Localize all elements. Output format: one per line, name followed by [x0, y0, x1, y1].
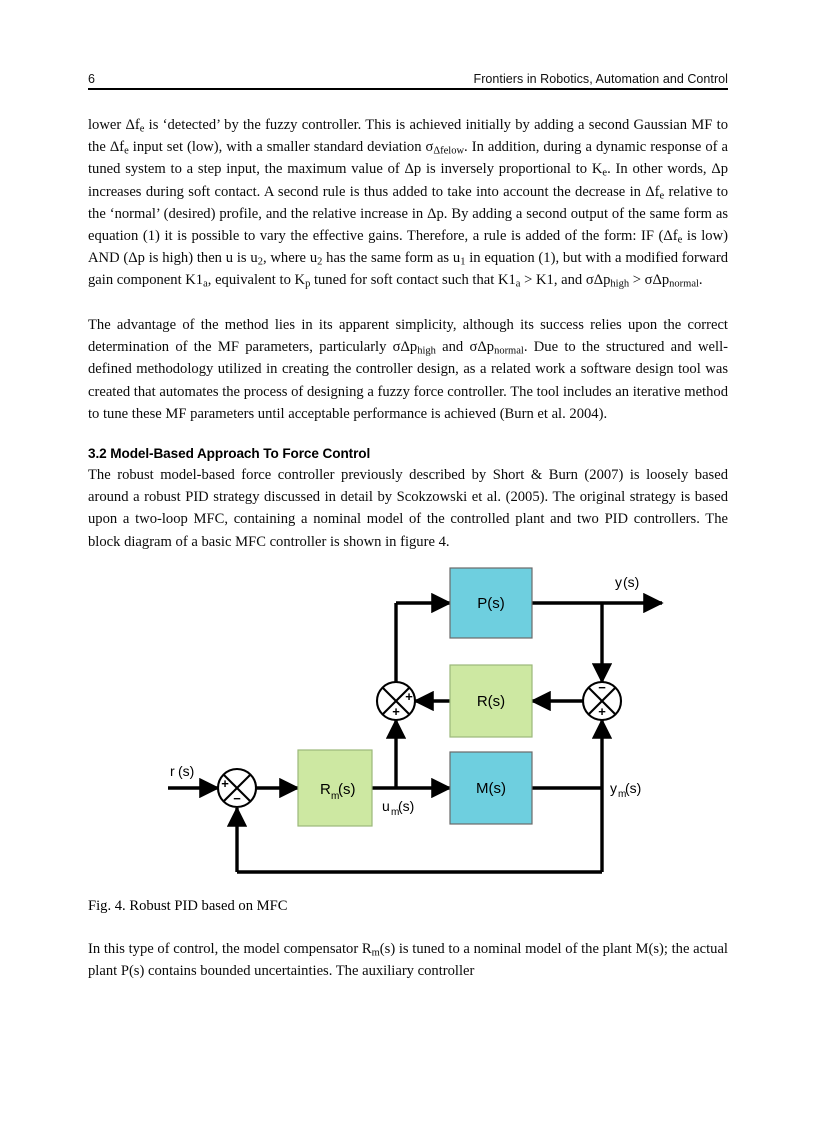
book-title: Frontiers in Robotics, Automation and Control [473, 72, 728, 86]
signal-label-ym-tail: (s) [625, 780, 642, 796]
running-head [88, 62, 728, 86]
signal-label-ym [610, 780, 641, 800]
figure-block-diagram [150, 560, 680, 890]
summing-junction-right[interactable] [583, 680, 621, 720]
signal-label-r-main: r [170, 763, 175, 779]
header-divider [88, 88, 728, 90]
paragraph-3: The robust model-based force controller previously described by Short & Burn (2007) is loosely based around a robust PID strategy discussed in detail by Scokzowski et al. (2005). The original strategy is based upon a two-loop MFC, containing a nominal model of the controlled plant and two PID controllers. The block diagram of a basic MFC controller is shown in figure 4. [88, 467, 728, 550]
summing-junction-right-sign-y: − [598, 680, 606, 695]
section-heading: 3.2 Model-Based Approach To Force Control [88, 446, 371, 461]
signal-label-um [382, 798, 414, 818]
block-model-compensator-label-sub: m [331, 791, 340, 802]
diagram-wires [168, 603, 662, 872]
signal-label-r [170, 763, 194, 779]
paragraph-1: lower $\Delta f_e$ is ‘detected’ by the fuzzy controller. This is achieved initially by adding a second Gaussian MF to the $\Delta f_e$ input set (low), with a smaller standard deviation $\sigma_{\Delta felow}$. In addition, during a dynamic response of a tuned system to a step input, the maximum value of Δp is inversely proportional to $K_e$. In other words, Δp increases during soft contact. A second rule is thus added to take into account the decrease in $\Delta f_e$ relative to the ‘normal’ (desired) profile, and the relative increase in Δp. By adding a second output of the same form as equation (1) it is possible to vary the effective gains. Therefore, a rule is added of the form: IF ($\Delta f_e$ is low) AND (Δp is high) then u is $u_2$, where $u_2$ has the same form as $u_1$ in equation (1), but with a modified forward gain component $K1_a$, equivalent to $K_p$ tuned for soft contact such that $K1_a > K1$, and σΔp$_{high}$ > σΔp$_{normal}$. [88, 117, 729, 290]
signal-label-y [615, 574, 639, 590]
block-model-compensator-label-tail: (s) [338, 781, 356, 798]
block-plant-label: P(s) [477, 595, 505, 612]
summing-junction-left-sign-feedback: − [233, 791, 241, 806]
page-number: 6 [88, 72, 96, 86]
block-model-compensator[interactable] [298, 750, 372, 826]
figure-caption: Fig. 4. Robust PID based on MFC [88, 898, 288, 914]
signal-label-ym-main: y [610, 780, 617, 796]
paragraph-2: The advantage of the method lies in its apparent simplicity, although its success relies upon the correct determination of the MF parameters, particularly σΔp$_{high}$ and σΔp$_{normal}$. Due to the structured and well-defined methodology utilized in creating the controller design, as a related work a software design tool was created that automates the process of designing a fuzzy force controller. The tool includes an iterative method to tune these MF parameters until acceptable performance is achieved (Burn et al. 2004). [88, 317, 728, 422]
block-auxiliary-controller[interactable] [450, 665, 532, 737]
summing-junction-right-sign-ym: + [598, 704, 606, 719]
summing-junction-middle-sign-r: + [405, 689, 413, 704]
signal-label-ym-sub: m [618, 789, 627, 800]
signal-label-um-sub: m [391, 807, 400, 818]
block-model-label: M(s) [476, 780, 506, 797]
block-model[interactable] [450, 752, 532, 824]
signal-label-r-tail: (s) [178, 763, 195, 779]
summing-junction-middle[interactable] [377, 682, 415, 720]
block-auxiliary-controller-label: R(s) [476, 693, 506, 710]
signal-label-um-main: u [382, 798, 390, 814]
signal-label-um-tail: (s) [398, 798, 415, 814]
block-model-compensator-label-main: R [320, 781, 331, 798]
signal-label-y-tail: (s) [623, 574, 640, 590]
summing-junction-left[interactable] [218, 769, 256, 807]
paragraph-4: In this type of control, the model compensator $R_m(s)$ is tuned to a nominal model of the plant M(s); the actual plant P(s) contains bounded uncertainties. The auxiliary controller [88, 941, 728, 980]
block-plant[interactable] [450, 568, 532, 638]
signal-label-y-main: y [615, 574, 622, 590]
summing-junction-left-sign-in: + [221, 776, 229, 791]
summing-junction-middle-sign-um: + [392, 704, 400, 719]
